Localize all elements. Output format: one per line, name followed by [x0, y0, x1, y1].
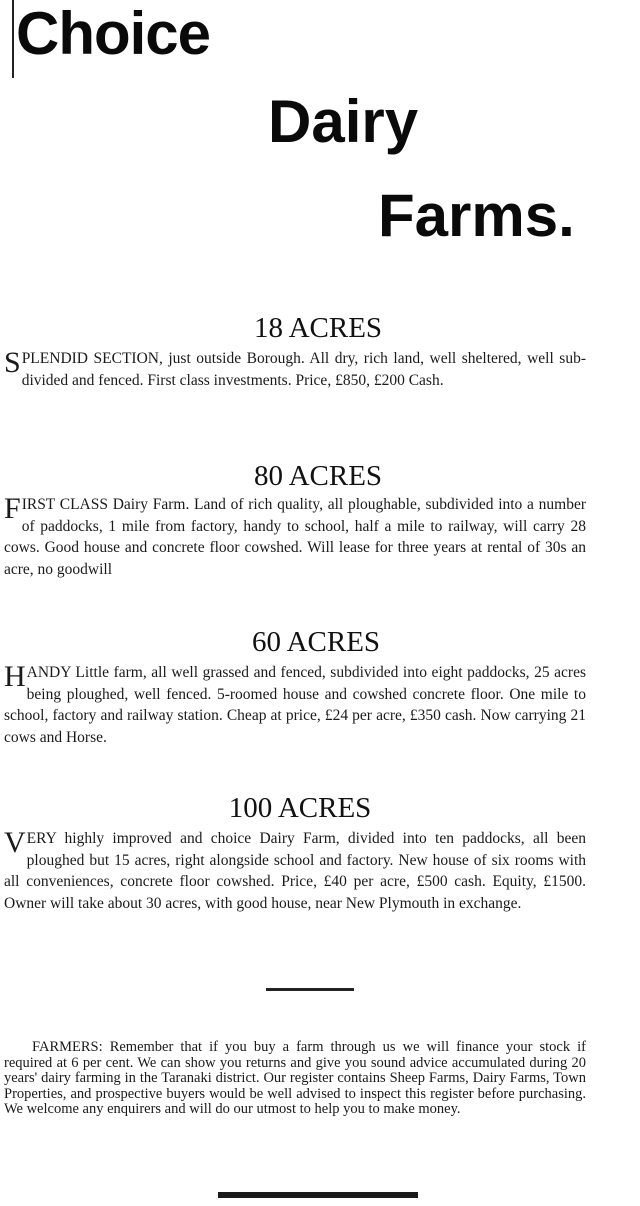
listing-text: PLENDID SECTION, just outside Borough. All dry, rich land, well sheltered, well sub-divided and fenced. First class investments. Price, £850, £200 Cash.: [21, 350, 586, 389]
listing-text: IRST CLASS Dairy Farm. Land of rich quality, all ploughable, subdivided into a number of paddocks, 1 mile from factory, handy to school, half a mile to railway, will carry 28 cows. Good house and concrete floor cowshed. Will lease for three years at rental of 30s an acre, no goodwill: [4, 496, 586, 578]
section-divider: [266, 988, 354, 991]
listing-title-100-acres: 100 ACRES: [228, 792, 372, 824]
headline-choice: Choice: [16, 0, 211, 67]
listing-text: ANDY Little farm, all well grassed and fenced, subdivided into eight paddocks, 25 acres being ploughed, well fenced. 5-roomed house and cowshed concrete floor. One mile to school, factory and railway station. Cheap at price, £24 per acre, £350 cash. Now carrying 21 cows and Horse.: [4, 664, 586, 746]
listing-dropcap: F: [4, 492, 21, 525]
listing-title-18-acres: 18 ACRES: [253, 312, 383, 344]
listing-body-18-acres: [4, 348, 586, 391]
listing-text: ERY highly improved and choice Dairy Farm, divided into ten paddocks, all been ploughed but 15 acres, right alongside school and factory. New house of six rooms with all conveniences, concrete floor cowshed. Price, £40 per acre, £500 cash. Equity, £1500. Owner will take about 30 acres, with good house, near New Plymouth in exchange.: [4, 830, 586, 912]
listing-dropcap: V: [4, 826, 26, 859]
left-column-rule: [12, 0, 14, 78]
listing-body-80-acres: [4, 494, 586, 580]
listing-body-60-acres: [4, 662, 586, 748]
headline-farms: Farms.: [378, 182, 575, 249]
headline-dairy: Dairy: [268, 88, 419, 155]
listing-title-80-acres: 80 ACRES: [253, 460, 383, 492]
listing-title-60-acres: 60 ACRES: [251, 626, 381, 658]
farmers-notice: FARMERS: Remember that if you buy a farm through us we will finance your stock if required at 6 per cent. We can show you returns and give you sound advice accumulated during 20 years' dairy farming in the Taranaki district. Our register contains Sheep Farms, Dairy Farms, Town Properties, and prospective buyers would be well advised to inspect this register before purchasing. We welcome any enquirers and will do our utmost to help you to make money.: [4, 1039, 586, 1117]
listing-body-100-acres: [4, 828, 586, 914]
listing-dropcap: S: [4, 346, 21, 379]
bottom-rule: [218, 1192, 418, 1198]
listing-dropcap: H: [4, 660, 26, 693]
